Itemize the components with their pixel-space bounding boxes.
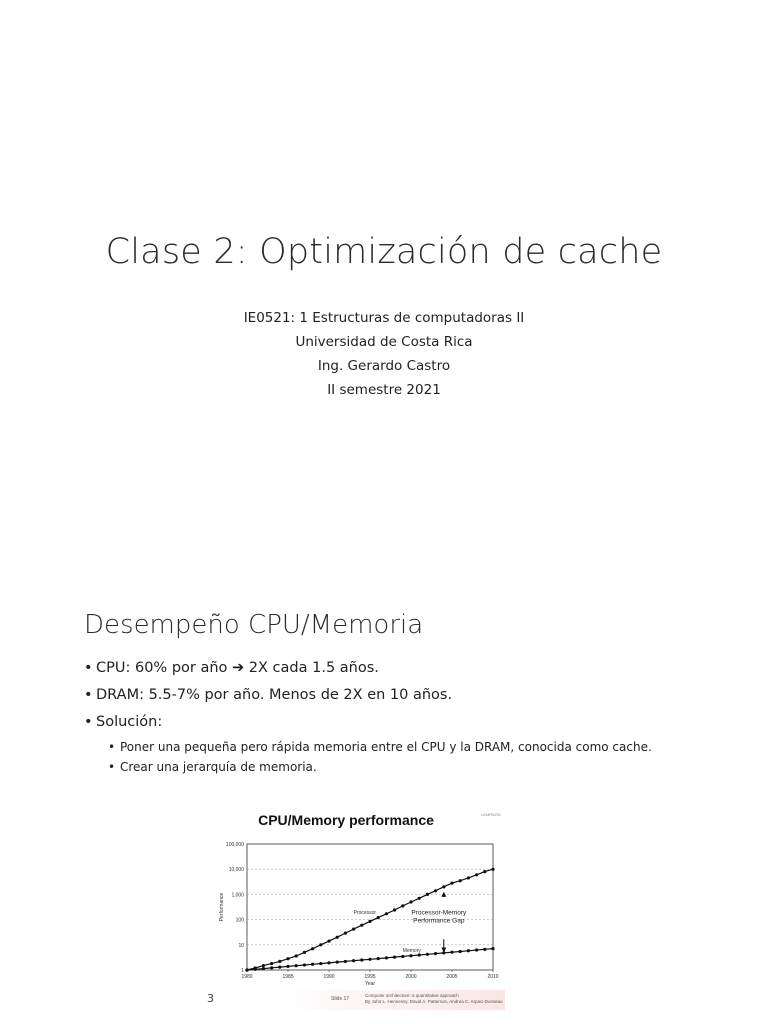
data-point-memory bbox=[254, 968, 257, 971]
data-point-memory bbox=[377, 957, 380, 960]
data-point-processor bbox=[459, 879, 462, 882]
data-point-memory bbox=[344, 960, 347, 963]
content-slide bbox=[0, 600, 768, 1024]
gap-annotation-line2: Performance Gap bbox=[413, 917, 465, 925]
data-point-memory bbox=[303, 963, 306, 966]
data-point-memory bbox=[459, 950, 462, 953]
data-point-memory bbox=[483, 948, 486, 951]
data-point-memory bbox=[385, 956, 388, 959]
data-point-memory bbox=[262, 967, 265, 970]
semester-line: II semestre 2021 bbox=[327, 382, 441, 398]
data-point-processor bbox=[401, 904, 404, 907]
footer-book-title: Computer architecture: a quantitative approach bbox=[365, 993, 459, 998]
y-axis-label: Performance bbox=[219, 892, 225, 922]
data-point-processor bbox=[360, 924, 363, 927]
x-axis-label: Year bbox=[364, 981, 376, 987]
data-point-memory bbox=[336, 961, 339, 964]
data-point-processor bbox=[368, 920, 371, 923]
bullet-solucion: • Solución: bbox=[84, 709, 724, 736]
data-point-processor bbox=[344, 932, 347, 935]
data-point-memory bbox=[311, 963, 314, 966]
bullet-cpu-lead: CPU: 60% por año bbox=[96, 660, 228, 676]
y-tick-label: 1 bbox=[241, 968, 244, 974]
data-point-processor bbox=[434, 889, 437, 892]
subbullet-cache: • Poner una pequeña pero rápida memoria entre el CPU y la DRAM, conocida como cache. bbox=[84, 738, 724, 756]
data-point-memory bbox=[450, 951, 453, 954]
x-tick-label: 2000 bbox=[405, 974, 417, 980]
footer-book-authors: By John L. Hennessy, David A. Patterson, Andrea C. Arpaci-Dusseau bbox=[365, 999, 503, 1004]
course-line: IE0521: 1 Estructuras de computadoras II bbox=[243, 310, 525, 326]
right-arrow-icon: ➔ bbox=[232, 660, 245, 676]
data-point-memory bbox=[278, 966, 281, 969]
data-point-processor bbox=[491, 868, 494, 871]
instructor-line: Ing. Gerardo Castro bbox=[317, 358, 451, 374]
x-tick-label: 2010 bbox=[487, 974, 499, 980]
gap-arrow-down-head bbox=[441, 948, 446, 953]
footer-slide-number: Slide 17 bbox=[331, 996, 350, 1002]
x-tick-label: 1980 bbox=[241, 974, 253, 980]
slide-title: Clase 2: Optimización de cache bbox=[105, 232, 663, 272]
subtitle-block bbox=[0, 306, 768, 402]
data-point-memory bbox=[434, 952, 437, 955]
data-point-processor bbox=[278, 960, 281, 963]
data-point-processor bbox=[450, 882, 453, 885]
plot-frame bbox=[247, 844, 493, 970]
data-point-processor bbox=[327, 940, 330, 943]
chart-corner-code: LIN4R5231 bbox=[480, 812, 501, 817]
data-point-processor bbox=[385, 912, 388, 915]
bullet-list bbox=[84, 655, 724, 776]
data-point-memory bbox=[319, 962, 322, 965]
data-point-memory bbox=[286, 965, 289, 968]
university-line: Universidad de Costa Rica bbox=[295, 334, 473, 350]
data-point-memory bbox=[475, 948, 478, 951]
performance-chart bbox=[205, 808, 505, 1010]
x-tick-label: 1985 bbox=[282, 974, 294, 980]
data-point-processor bbox=[295, 954, 298, 957]
series-label-processor: Processor bbox=[353, 909, 377, 916]
gap-arrow-up-head bbox=[441, 892, 446, 897]
data-point-processor bbox=[483, 870, 486, 873]
data-point-processor bbox=[475, 873, 478, 876]
bullet-cpu-rest: 2X cada 1.5 años. bbox=[248, 660, 379, 676]
series-label-memory: Memory bbox=[402, 947, 421, 954]
bullet-cpu bbox=[84, 655, 724, 682]
y-tick-label: 100,000 bbox=[225, 842, 244, 848]
chart-plot bbox=[205, 808, 505, 990]
y-tick-label: 10,000 bbox=[228, 867, 244, 874]
data-point-memory bbox=[295, 964, 298, 967]
subbullet-hierarchy: • Crear una jerarquía de memoria. bbox=[84, 758, 724, 776]
data-point-memory bbox=[245, 968, 248, 971]
data-point-processor bbox=[270, 962, 273, 965]
bullet-dram: • DRAM: 5.5-7% por año. Menos de 2X en 10 años. bbox=[84, 682, 724, 709]
gap-annotation-line1: Processor-Memory bbox=[411, 909, 467, 917]
data-point-memory bbox=[409, 954, 412, 957]
data-point-processor bbox=[426, 893, 429, 896]
data-point-processor bbox=[286, 957, 289, 960]
data-point-processor bbox=[418, 897, 421, 900]
data-point-processor bbox=[467, 876, 470, 879]
data-point-memory bbox=[426, 953, 429, 956]
data-point-processor bbox=[336, 936, 339, 939]
data-point-memory bbox=[401, 955, 404, 958]
data-point-memory bbox=[467, 949, 470, 952]
x-tick-label: 2005 bbox=[446, 974, 458, 980]
y-tick-label: 100 bbox=[235, 917, 244, 924]
data-point-processor bbox=[377, 916, 380, 919]
footer-left-mark: 3 bbox=[207, 992, 214, 1005]
data-point-memory bbox=[360, 958, 363, 961]
y-tick-label: 10 bbox=[238, 942, 244, 949]
data-point-processor bbox=[311, 947, 314, 950]
data-point-memory bbox=[327, 961, 330, 964]
y-tick-label: 1,000 bbox=[231, 892, 244, 899]
data-point-processor bbox=[442, 885, 445, 888]
data-point-memory bbox=[270, 966, 273, 969]
slide-heading: Desempeño CPU/Memoria bbox=[84, 610, 424, 640]
data-point-processor bbox=[303, 951, 306, 954]
data-point-processor bbox=[262, 964, 265, 967]
data-point-memory bbox=[393, 956, 396, 959]
chart-footer bbox=[205, 990, 505, 1010]
data-point-memory bbox=[352, 959, 355, 962]
data-point-processor bbox=[319, 943, 322, 946]
x-tick-label: 1990 bbox=[323, 974, 335, 980]
data-point-processor bbox=[352, 927, 355, 930]
data-point-processor bbox=[409, 900, 412, 903]
x-tick-label: 1995 bbox=[364, 974, 376, 980]
chart-title: CPU/Memory performance bbox=[258, 812, 434, 828]
data-point-processor bbox=[393, 908, 396, 911]
data-point-memory bbox=[491, 947, 494, 950]
data-point-memory bbox=[368, 958, 371, 961]
footer-book-credit bbox=[365, 993, 503, 1005]
